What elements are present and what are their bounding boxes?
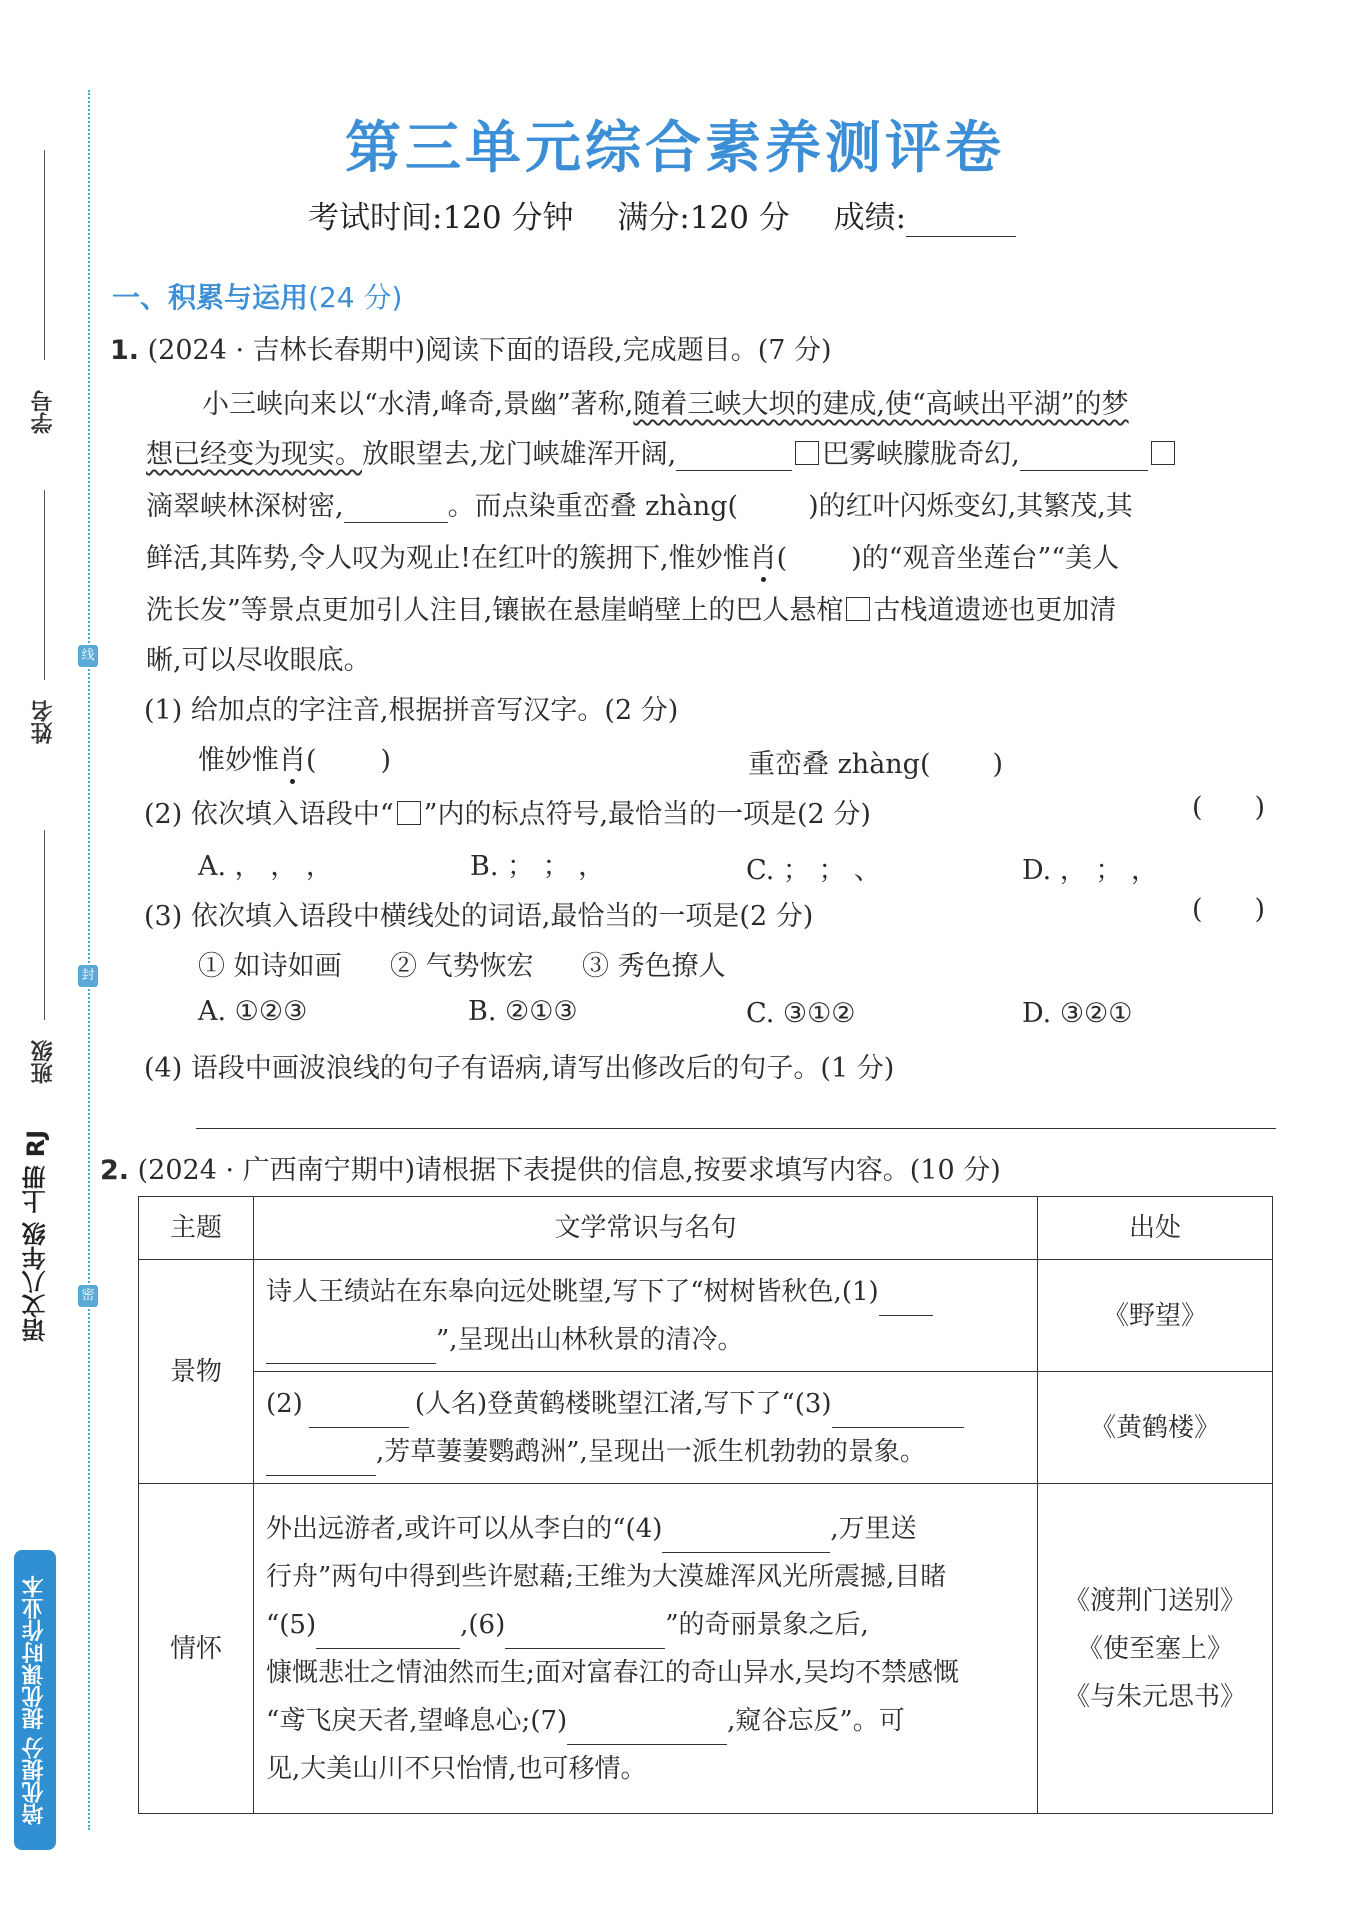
exam-meta [308, 192, 1050, 237]
binding-line [88, 90, 90, 1830]
q1-sub1-b [748, 742, 1003, 781]
passage-line-6: 晰,可以尽收眼底。 [146, 645, 371, 676]
fill-blank-3[interactable] [344, 496, 448, 523]
wavy-sentence: 想已经变为现实。 [146, 439, 362, 470]
sub1-text: 惟妙惟 [198, 745, 279, 776]
punct-box[interactable] [795, 441, 819, 465]
section-1-points: (24 分) [308, 281, 403, 314]
sub2-text: ”内的标点符号,最恰当的一项是(2 分) [423, 799, 871, 830]
q1-sub3-word-1: ① 如诗如画 [198, 951, 342, 982]
passage-text: 洗长发”等景点更加引人注目,镶嵌在悬崖峭壁上的巴人悬棺 [146, 595, 844, 626]
q1-sub3-option-d[interactable]: D. ③②① [1022, 998, 1133, 1029]
class-label: 班级 [31, 1040, 56, 1084]
passage-line-3 [146, 484, 1133, 523]
cut-mark-seal: 封 [78, 965, 98, 987]
fill-blank-r3d[interactable] [567, 1718, 727, 1745]
row-text: 行舟”两句中得到些许慰藉;王维为大漠雄浑风光所震撼,目睹 [266, 1561, 947, 1592]
passage-line-4 [146, 536, 1119, 575]
fill-blank-r1[interactable] [879, 1289, 933, 1316]
table-header-row [139, 1197, 1273, 1260]
fill-blank-1[interactable] [676, 444, 792, 471]
series-badge: 培优提分 提优课时作业本 [14, 1550, 56, 1850]
dotted-char: 肖 [279, 745, 306, 776]
row-text: ,窥谷忘反”。可 [727, 1705, 905, 1736]
q1-sub3-answer[interactable] [1192, 894, 1265, 925]
cut-mark-secret: 密 [78, 1285, 98, 1307]
fill-blank-r2c[interactable] [266, 1449, 376, 1476]
row-text: (2) [266, 1388, 303, 1419]
theme-scenery: 景物 [139, 1260, 254, 1484]
info-table [138, 1196, 1273, 1814]
q1-sub4-answer-line[interactable] [196, 1128, 1276, 1129]
passage-text: 巴雾峡朦胧奇幻, [822, 439, 1020, 470]
paren: ) [1254, 894, 1266, 925]
passage-text: 小三峡向来以“水清,峰奇,景幽”著称, [202, 389, 634, 420]
fill-blank-r3a[interactable] [662, 1526, 830, 1553]
sub2-text: (2) 依次填入语段中“ [144, 799, 394, 830]
exam-time: 考试时间:120 分钟 [308, 200, 574, 236]
cut-mark-line: 线 [78, 645, 98, 667]
row-text: “(5) [266, 1609, 317, 1640]
row-text: (人名)登黄鹤楼眺望江渚,写下了“(3) [414, 1388, 832, 1419]
header-theme: 主题 [139, 1197, 254, 1260]
student-no-label: 学号 [31, 390, 56, 434]
source-1: 《渡荆门送别》 [1063, 1585, 1246, 1616]
fill-blank-2[interactable] [1020, 444, 1148, 471]
fill-blank-r2a[interactable] [309, 1401, 409, 1428]
passage-text: ( [776, 543, 788, 574]
passage-text: 。而点染重峦叠 zhàng( [447, 491, 739, 522]
row-text: ,(6) [460, 1609, 506, 1640]
q1-sub2-option-b[interactable]: B. ； ； ， [470, 851, 606, 882]
row-1-content [254, 1260, 1038, 1372]
q1-sub3-word-3: ③ 秀色撩人 [582, 951, 726, 982]
header-source: 出处 [1038, 1197, 1273, 1260]
source-2: 《使至塞上》 [1076, 1633, 1233, 1664]
q1-number: 1. [110, 335, 140, 366]
name-blank[interactable] [44, 490, 45, 680]
row-2-source: 《黄鹤楼》 [1038, 1372, 1273, 1484]
page-title: 第三单元综合素养测评卷 [345, 116, 1005, 181]
q1-sub1-a [198, 738, 391, 777]
q2-intro-text: (2024 · 广西南宁期中)请根据下表提供的信息,按要求填写内容。(10 分) [137, 1155, 1001, 1186]
score-blank[interactable] [906, 210, 1016, 237]
q1-sub2-option-c[interactable]: C. ； ； 、 [746, 855, 882, 886]
wavy-sentence: 随着三峡大坝的建成,使“高峡出平湖”的梦 [633, 389, 1129, 420]
sub1-text: ( [306, 745, 317, 776]
q1-intro-text: (2024 · 吉林长春期中)阅读下面的语段,完成题目。(7 分) [147, 335, 832, 366]
header-content: 文学常识与名句 [254, 1197, 1038, 1260]
theme-feelings: 情怀 [139, 1484, 254, 1814]
dotted-char: 肖 [749, 543, 777, 574]
row-text: ,芳草萋萋鹦鹉洲”,呈现出一派生机勃勃的景象。 [376, 1436, 926, 1467]
row-2-content [254, 1372, 1038, 1484]
passage-line-2 [146, 432, 1178, 471]
q1-sub3-stem: (3) 依次填入语段中横线处的词语,最恰当的一项是(2 分) [144, 901, 814, 932]
table-row [139, 1372, 1273, 1484]
q1-sub1-stem: (1) 给加点的字注音,根据拼音写汉字。(2 分) [144, 695, 679, 726]
passage-text: )的红叶闪烁变幻,其繁茂,其 [808, 491, 1133, 522]
row-text: ,万里送 [830, 1513, 917, 1544]
q1-intro [110, 328, 832, 367]
q1-sub3-option-a[interactable]: A. ①②③ [198, 996, 308, 1027]
fill-blank-r1b[interactable] [266, 1337, 436, 1364]
row-1-source: 《野望》 [1038, 1260, 1273, 1372]
paren: ( [1192, 792, 1203, 823]
punct-box-icon [397, 801, 421, 825]
punct-box[interactable] [846, 597, 870, 621]
fill-blank-r3b[interactable] [316, 1622, 460, 1649]
q1-sub3-option-c[interactable]: C. ③①② [746, 998, 856, 1029]
row-text: ”的奇丽景象之后, [665, 1609, 869, 1640]
row-3-sources [1038, 1484, 1273, 1814]
full-score: 满分:120 分 [617, 200, 790, 236]
sub1-text: ) [380, 745, 392, 776]
q2-number: 2. [100, 1155, 130, 1186]
sub1-text: ) [992, 749, 1004, 780]
section-1-title: 一、积累与运用 [112, 281, 309, 314]
row-3-content [254, 1484, 1038, 1814]
table-row [139, 1484, 1273, 1814]
row-text: ”,呈现出山林秋景的清冷。 [436, 1324, 744, 1355]
fill-blank-r3c[interactable] [505, 1622, 665, 1649]
table-row [139, 1260, 1273, 1372]
q1-sub2-option-a[interactable]: A. ， ， ， [198, 851, 333, 882]
class-blank[interactable] [44, 830, 45, 1020]
name-label: 姓名 [31, 700, 56, 744]
passage-text: 鲜活,其阵势,令人叹为观止!在红叶的簇拥下,惟妙惟 [146, 543, 750, 574]
passage-text: )的“观音坐莲台”“美人 [851, 543, 1120, 574]
book-info: 语文八年级 上册 RJ [22, 1130, 50, 1343]
punct-box[interactable] [1151, 441, 1175, 465]
row-text: 见,大美山川不只怡情,也可移情。 [266, 1753, 647, 1784]
paren: ) [1254, 792, 1266, 823]
q1-sub2-option-d[interactable]: D. ， ； ， [1022, 855, 1159, 886]
section-1-heading [112, 276, 402, 316]
book-band [14, 1120, 56, 1850]
source-3: 《与朱元思书》 [1063, 1681, 1246, 1712]
score-label: 成绩: [833, 200, 907, 236]
row-text: 外出远游者,或许可以从李白的“(4) [266, 1513, 663, 1544]
passage-line-1 [202, 382, 1129, 421]
passage-text: 古栈道遗迹也更加清 [873, 595, 1117, 626]
fill-blank-r2b[interactable] [832, 1401, 964, 1428]
passage-line-5 [146, 588, 1116, 627]
q1-sub3-word-2: ② 气势恢宏 [390, 951, 534, 982]
passage-text: 滴翠峡林深树密, [146, 491, 344, 522]
row-text: “鸢飞戾天者,望峰息心;(7) [266, 1705, 568, 1736]
q1-sub4-stem: (4) 语段中画波浪线的句子有语病,请写出修改后的句子。(1 分) [144, 1053, 895, 1084]
paren: ( [1192, 894, 1203, 925]
row-text: 慷慨悲壮之情油然而生;面对富春江的奇山异水,吴均不禁感慨 [266, 1657, 960, 1688]
q1-sub3-option-b[interactable]: B. ②①③ [468, 996, 578, 1027]
row-text: 诗人王绩站在东皋向远处眺望,写下了“树树皆秋色,(1) [266, 1276, 879, 1307]
q2-intro [100, 1148, 1001, 1187]
q1-sub2-answer[interactable] [1192, 792, 1265, 823]
sub1-text: 重峦叠 zhàng( [748, 749, 931, 780]
q1-sub2-stem [144, 792, 871, 831]
passage-text: 放眼望去,龙门峡雄浑开阔, [362, 439, 677, 470]
